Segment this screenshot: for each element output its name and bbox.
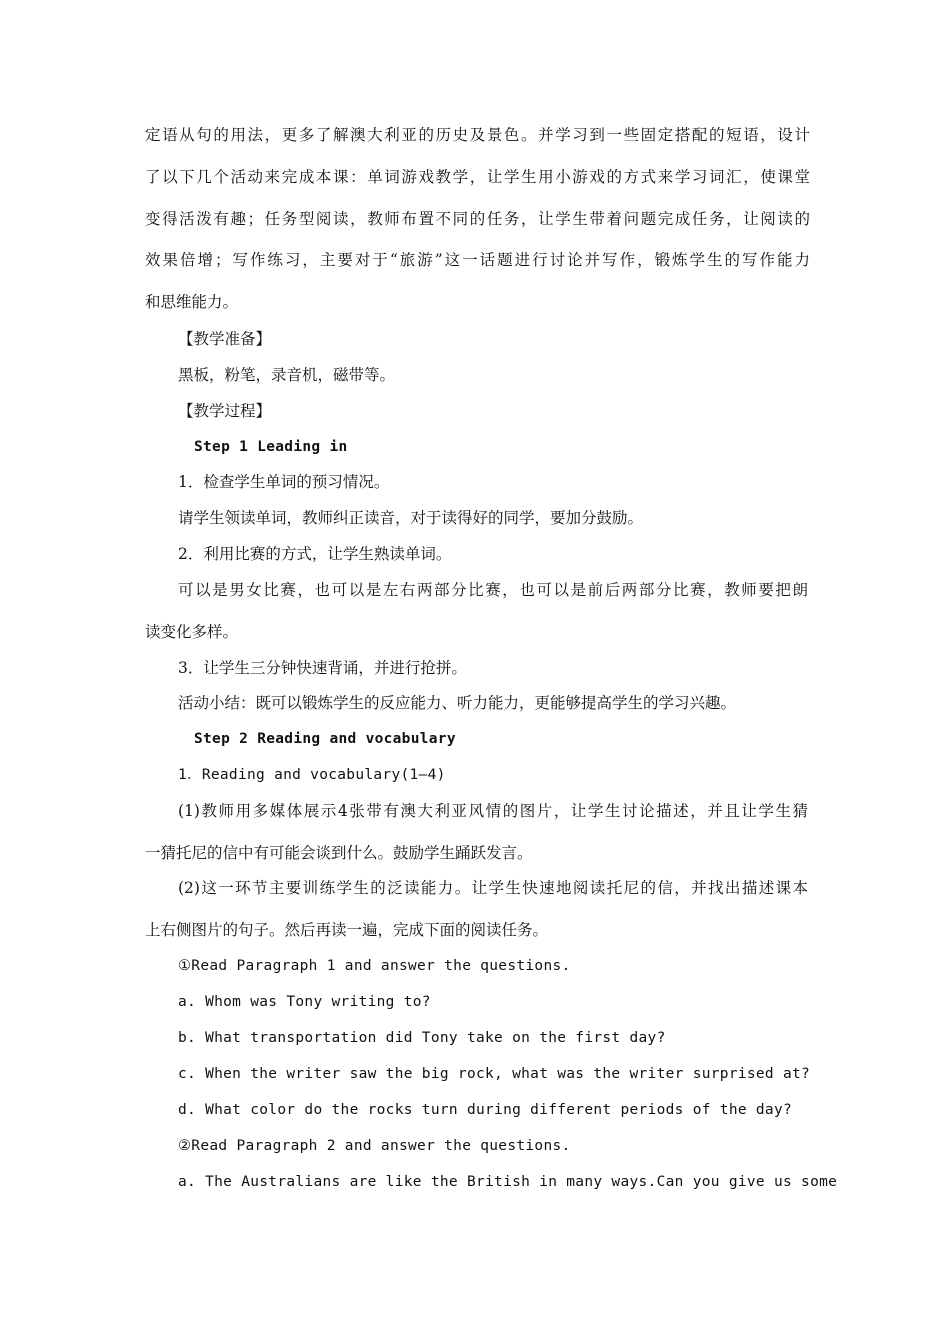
step2-p2-line1: (2)这一环节主要训练学生的泛读能力。让学生快速地阅读托尼的信，并找出描述课本 — [178, 879, 808, 897]
step1-item2-text-1: 可以是男女比赛，也可以是左右两部分比赛，也可以是前后两部分比赛，教师要把朗 — [178, 581, 808, 599]
step1-item1-text: 请学生领读单词，教师纠正读音，对于读得好的同学，要加分鼓励。 — [178, 509, 644, 527]
process-heading: 【教学过程】 — [178, 402, 272, 420]
question-1a: a. Whom was Tony writing to? — [178, 994, 431, 1010]
step2-p1-line1: (1)教师用多媒体展示4张带有澳大利亚风情的图片，让学生讨论描述，并且让学生猜 — [178, 802, 808, 820]
step1-title: Step 1 Leading in — [194, 439, 348, 455]
para2-heading: ②Read Paragraph 2 and answer the questions. — [178, 1138, 571, 1154]
intro-line-2: 了以下几个活动来完成本课：单词游戏教学，让学生用小游戏的方式来学习词汇，使课堂 — [145, 168, 810, 186]
question-1d: d. What color do the rocks turn during different periods of the day? — [178, 1102, 793, 1118]
step2-item1: 1．Reading and vocabulary(1—4) — [178, 767, 446, 783]
step1-item2-text-2: 读变化多样。 — [145, 623, 239, 641]
step1-item3: 3．让学生三分钟快速背诵，并进行抢拼。 — [178, 659, 467, 677]
intro-line-1: 定语从句的用法，更多了解澳大利亚的历史及景色。并学习到一些固定搭配的短语，设计 — [145, 126, 810, 144]
prep-text: 黑板，粉笔，录音机，磁带等。 — [178, 366, 396, 384]
step2-p2-line2: 上右侧图片的句子。然后再读一遍，完成下面的阅读任务。 — [145, 921, 549, 939]
step1-item2: 2．利用比赛的方式，让学生熟读单词。 — [178, 545, 452, 563]
step2-title: Step 2 Reading and vocabulary — [194, 731, 456, 747]
intro-line-5: 和思维能力。 — [145, 293, 239, 311]
question-2a: a. The Australians are like the British in many ways.Can you give us some — [178, 1174, 838, 1190]
question-1b: b. What transportation did Tony take on the first day? — [178, 1030, 666, 1046]
step2-p1-line2: 一猜托尼的信中有可能会谈到什么。鼓励学生踊跃发言。 — [145, 844, 533, 862]
step1-item1: 1．检查学生单词的预习情况。 — [178, 473, 390, 491]
prep-heading: 【教学准备】 — [178, 330, 272, 348]
intro-line-4: 效果倍增；写作练习，主要对于“旅游”这一话题进行讨论并写作，锻炼学生的写作能力 — [145, 251, 810, 269]
para1-heading: ①Read Paragraph 1 and answer the questions. — [178, 958, 571, 974]
question-1c: c. When the writer saw the big rock, what was the writer surprised at? — [178, 1066, 811, 1082]
intro-line-3: 变得活泼有趣；任务型阅读，教师布置不同的任务，让学生带着问题完成任务，让阅读的 — [145, 210, 810, 228]
step1-summary: 活动小结：既可以锻炼学生的反应能力、听力能力，更能够提高学生的学习兴趣。 — [178, 694, 737, 712]
